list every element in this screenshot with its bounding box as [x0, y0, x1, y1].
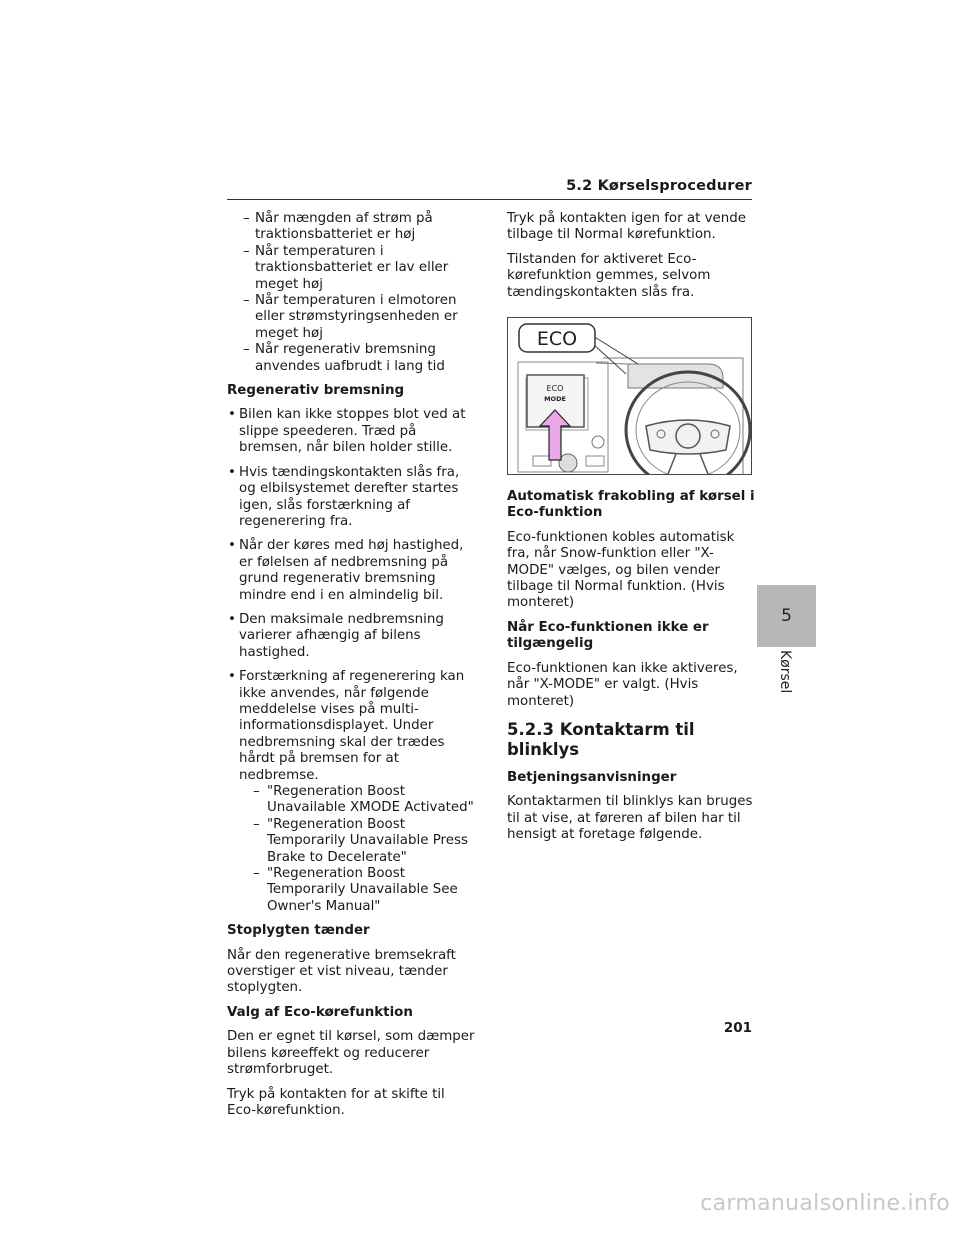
eco-heading: Valg af Eco-kørefunktion [227, 1004, 413, 1020]
unavailable-text: Eco-funktionen kan ikke aktiveres, når "X-MODE" er valgt. (Hvis monteret) [507, 660, 738, 709]
list-item-text: Når mængden af strøm på traktionsbatteriet er høj [255, 211, 433, 243]
list-item: • Når der køres med høj hastighed, er følelsen af nedbremsning på grund regenerativ bremsning mindre end i en almindelig bil. [228, 538, 464, 603]
header-rule [227, 199, 752, 200]
list-item-text: Når temperaturen i traktionsbatteriet er lav eller meget høj [255, 243, 449, 292]
regen-bullet-list [227, 407, 477, 915]
list-item-text: Når temperaturen i elmotoren eller strømstyringsenheden er meget høj [255, 293, 458, 341]
list-item: – Når regenerativ bremsning anvendes uafbrudt i lang tid [243, 342, 445, 374]
list-item-text: Hvis tændingskontakten slås fra, og elbilsystemet derefter startes igen, slås forstærkning af regenerering fra. [239, 464, 460, 529]
eco-callout [519, 324, 595, 352]
list-item-text: Den maksimale nedbremsning varierer afhængig af bilens hastighed. [239, 611, 444, 660]
chapter-label: Kørsel [777, 650, 794, 694]
eco-text-2: Tryk på kontakten for at skifte til Eco-kørefunktion. [227, 1086, 445, 1118]
chapter-number: 5 [781, 605, 792, 626]
stoplight-heading: Stoplygten tænder [227, 923, 370, 939]
list-item: • Forstærkning af regenerering kan ikke anvendes, når følgende meddelelse vises på multi-informationsdisplayet. Under nedbremsning skal der trædes hårdt på bremsen for at nedbremse. – "Regeneration Boost Unavailable XMODE Activated" – "Regeneration Boost Temporarily Unavailable Press Brake to Decelerate" – "Regeneration Boost Temporarily Unavailable See Owner's Manual" [227, 669, 477, 915]
message-text: "Regeneration Boost Temporarily Unavailable Press Brake to Decelerate" [267, 816, 468, 865]
page-header-title: 5.2 Kørselsprocedurer [566, 178, 752, 194]
list-item: – "Regeneration Boost Unavailable XMODE Activated" [253, 784, 474, 816]
eco-memory-text: Tilstanden for aktiveret Eco-kørefunktion gemmes, selvom tændingskontakten slås fra. [507, 251, 711, 300]
page-number: 201 [723, 1020, 752, 1036]
eco-mode-figure [507, 317, 752, 475]
instructions-text: Kontaktarmen til blinklys kan bruges til at vise, at føreren af bilen har til hensigt at foretage følgende. [507, 794, 753, 843]
button-line-2: MODE [544, 395, 566, 404]
right-column [507, 211, 757, 852]
list-item: – "Regeneration Boost Temporarily Unavailable See Owner's Manual" [253, 866, 458, 914]
intro-dash-list [227, 211, 477, 375]
regen-heading: Regenerativ bremsning [227, 383, 405, 399]
left-column [227, 211, 477, 1127]
section-heading: 5.2.3 Kontaktarm til blinklys [507, 719, 695, 759]
list-item-text: Bilen kan ikke stoppes blot ved at slippe speederen. Træd på bremsen, når bilen holder stille. [239, 407, 466, 456]
list-item: – Når temperaturen i traktionsbatteriet er lav eller meget høj [243, 243, 449, 292]
list-item: – "Regeneration Boost Temporarily Unavailable Press Brake to Decelerate" [253, 816, 468, 865]
unavailable-heading: Når Eco-funktionen ikke er tilgængelig [507, 619, 709, 652]
list-item-text: Når der køres med høj hastighed, er følelsen af nedbremsning på grund regenerativ bremsning mindre end i en almindelig bil. [239, 538, 464, 603]
list-item: • Hvis tændingskontakten slås fra, og elbilsystemet derefter startes igen, slås forstærkning af regenerering fra. [228, 464, 460, 529]
eco-text-1: Den er egnet til kørsel, som dæmper bilens køreeffekt og reducerer strømforbruget. [227, 1029, 475, 1078]
list-item: • Den maksimale nedbremsning varierer afhængig af bilens hastighed. [228, 611, 444, 660]
button-line-1: ECO [546, 384, 564, 394]
regen-messages-list [239, 784, 477, 915]
auto-disengage-text: Eco-funktionen kobles automatisk fra, når Snow-funktion eller "X-MODE" vælges, og bilen vender tilbage til Normal funktion. (Hvis monteret) [507, 529, 735, 611]
watermark: carmanualsonline.info [700, 1191, 950, 1216]
chapter-tab [757, 585, 816, 647]
stoplight-text: Når den regenerative bremsekraft overstiger et vist niveau, tænder stoplygten. [227, 947, 456, 996]
eco-callout-label: ECO [536, 328, 578, 351]
message-text: "Regeneration Boost Unavailable XMODE Activated" [267, 784, 474, 816]
list-item-text: Forstærkning af regenerering kan ikke anvendes, når følgende meddelelse vises på multi-informationsdisplayet. Under nedbremsning skal der trædes hårdt på bremsen for at nedbremse. [239, 669, 465, 783]
list-item: – Når mængden af strøm på traktionsbatteriet er høj [243, 211, 433, 243]
instructions-heading: Betjeningsanvisninger [507, 769, 677, 785]
message-text: "Regeneration Boost Temporarily Unavailable See Owner's Manual" [267, 866, 458, 914]
list-item: – Når temperaturen i elmotoren eller strømstyringsenheden er meget høj [243, 293, 458, 341]
auto-disengage-heading: Automatisk frakobling af kørsel i Eco-funktion [507, 489, 755, 521]
list-item: • Bilen kan ikke stoppes blot ved at slippe speederen. Træd på bremsen, når bilen holder stille. [228, 407, 466, 456]
list-item-text: Når regenerativ bremsning anvendes uafbrudt i lang tid [255, 342, 445, 374]
dashboard-illustration [508, 318, 751, 474]
eco-return-text: Tryk på kontakten igen for at vende tilbage til Normal kørefunktion. [507, 211, 746, 243]
